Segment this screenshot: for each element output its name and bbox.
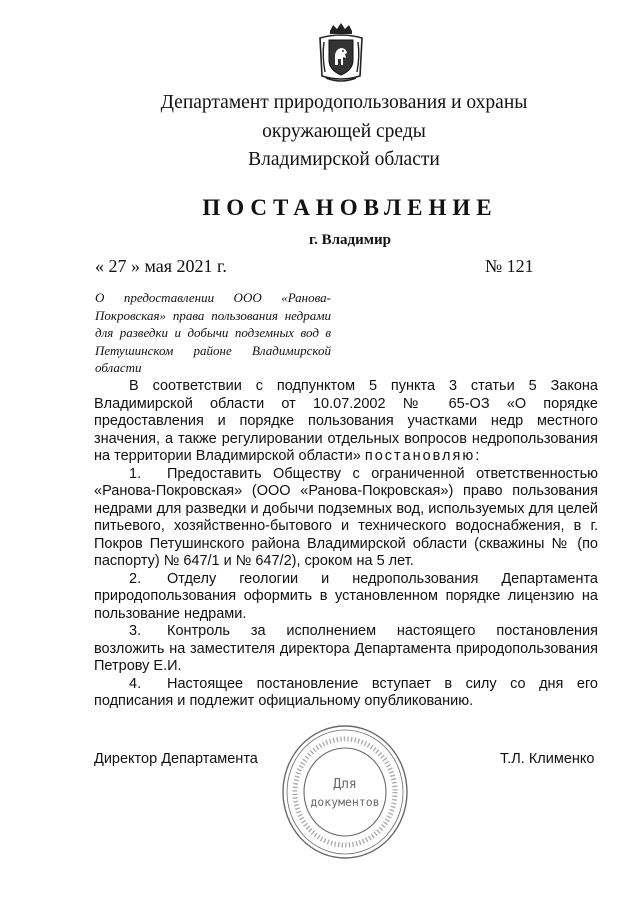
item-text: Отделу геологии и недропользования Департамента природопользования оформить в установленном порядке лицензию на пользование недрами.	[94, 570, 598, 622]
coat-of-arms-emblem	[316, 22, 366, 84]
department-name-line-3: Владимирской области	[248, 149, 440, 170]
signer-position: Директор Департамента	[94, 751, 258, 767]
item-number: 3.	[129, 623, 142, 639]
resolution-item-4	[94, 676, 598, 711]
stamp-text-line-2: документов	[310, 795, 380, 809]
item-number: 2.	[129, 570, 142, 587]
document-subject: О предоставлении ООО «Ранова-Покровская» права пользования недрами для разведки и добычи подземных вод в Петушинском районе Владимирской области	[95, 290, 331, 376]
department-name-line-1: Департамент природопользования и охраны	[160, 92, 528, 113]
resolution-item-3	[94, 623, 598, 676]
signer-name: Т.Л. Клименко	[500, 751, 595, 767]
resolution-item-2	[94, 571, 598, 624]
item-number: 1.	[129, 465, 142, 482]
document-body	[94, 378, 598, 711]
preamble-paragraph	[94, 378, 598, 466]
preamble-text: В соответствии с подпунктом 5 пункта 3 статьи 5 Закона Владимирской области от 10.07.2002 № 65-ОЗ «О порядке предоставления и порядке пользования участками недр местного значения, а также регулировании отдельных вопросов недропользования на территории Владимирской области»	[94, 378, 598, 464]
document-city: г. Владимир	[309, 232, 391, 248]
document-date: « 27 » мая 2021 г.	[95, 256, 227, 276]
official-round-stamp	[279, 722, 411, 862]
document-title: ПОСТАНОВЛЕНИЕ	[202, 195, 498, 220]
item-number: 4.	[129, 675, 142, 692]
item-text: Настоящее постановление вступает в силу со дня его подписания и подлежит официальному опубликованию.	[94, 675, 598, 709]
item-text: Контроль за исполнением настоящего постановления возложить на заместителя директора Департамента природопользования Петрову Е.И.	[94, 623, 598, 674]
resolve-word: постановляю:	[364, 448, 482, 464]
stamp-text-line-1: Для	[333, 777, 357, 792]
item-text: Предоставить Обществу с ограниченной ответственностью «Ранова-Покровская» (ООО «Ранова-Покровская») право пользования недрами для разведки и добычи подземных вод, используемых для целей питьевого, хозяйственно-бытового и технического водоснабжения, в г. Покров Петушинского района Владимирской области (скважины № (по паспорту) № 647/1 и № 647/2), сроком на 5 лет.	[94, 465, 598, 569]
resolution-item-1	[94, 466, 598, 571]
department-name-line-2: окружающей среды	[262, 121, 426, 142]
document-number: № 121	[485, 256, 534, 276]
